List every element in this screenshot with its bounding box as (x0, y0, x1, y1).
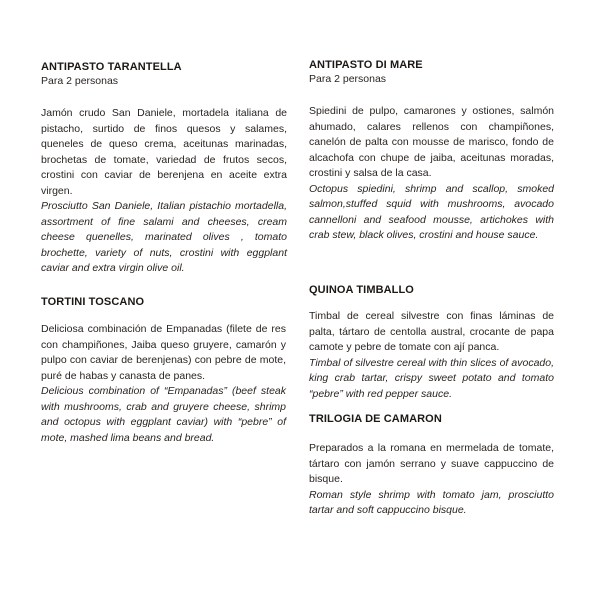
menu-item-antipasto-di-mare (309, 58, 554, 244)
menu-item-trilogia-de-camaron (309, 412, 554, 519)
dish-description: Preparados a la romana en mermelada de tomate, tártaro con jamón serrano y suave cappuccino de bisque. (309, 442, 554, 485)
dish-translation: Delicious combination of “Empanadas” (beef steak with mushrooms, crab and gruyere cheese, shrimp and octopus with eggplant caviar) with “pebre” of mote, mashed lima beans and bread. (41, 385, 286, 444)
serving-size: Para 2 personas (309, 73, 387, 85)
dish-title: TRILOGIA DE CAMARON (309, 413, 442, 425)
dish-translation: Timbal of silvestre cereal with thin slices of avocado, king crab tartar, crispy sweet potato and tomato “pebre” with red pepper sauce. (309, 356, 554, 400)
dish-description: Spiedini de pulpo, camarones y ostiones, salmón ahumado, calares rellenos con champiñones, canelón de palta con mousse de marisco, fondo de alcachofa con chupe de jaiba, aceitunas moradas, crostini y salsa de la casa. (309, 105, 554, 179)
serving-size: Para 2 personas (41, 75, 119, 87)
dish-title: TORTINI TOSCANO (41, 296, 145, 308)
dish-translation: Octopus spiedini, shrimp and scallop, smoked salmon,stuffed squid with mushrooms, avocado cannelloni and seafood mousse, artichokes with crab stew, black olives, crostini and house sauce. (309, 182, 554, 241)
dish-translation: Roman style shrimp with tomato jam, prosciutto tartar and soft cappuccino bisque. (309, 488, 554, 516)
menu-item-quinoa-timballo (309, 283, 554, 402)
dish-description: Jamón crudo San Daniele, mortadela italiana de pistacho, surtido de finos quesos y salames, queneles de queso crema, aceitunas marinadas, brochetas de tomate, variedad de frutos secos, crostini con caviar de berenjena en aceite extra virgen. (41, 107, 287, 197)
dish-title: ANTIPASTO TARANTELLA (41, 61, 182, 73)
menu-item-antipasto-tarantella (41, 60, 287, 277)
dish-description: Deliciosa combinación de Empanadas (filete de res con champiñones, Jaiba queso gruyere, camarón y pulpo con caviar de berenjenas) con pebre de mote, puré de habas y canasta de panes. (41, 323, 286, 382)
dish-description: Timbal de cereal silvestre con finas láminas de palta, tártaro de centolla austral, crocante de papa camote y pebre de tomate con ají panca. (309, 310, 554, 353)
menu-item-tortini-toscano (41, 295, 286, 446)
dish-title: QUINOA TIMBALLO (309, 284, 414, 296)
dish-title: ANTIPASTO DI MARE (309, 59, 423, 71)
dish-translation: Prosciutto San Daniele, Italian pistachio mortadella, assortment of fine salami and cheeses, cream cheese quenelles, marinated olives , tomato brochette, variety of nuts, crostini with eggplant caviar and extra virgin olive oil. (41, 200, 287, 274)
